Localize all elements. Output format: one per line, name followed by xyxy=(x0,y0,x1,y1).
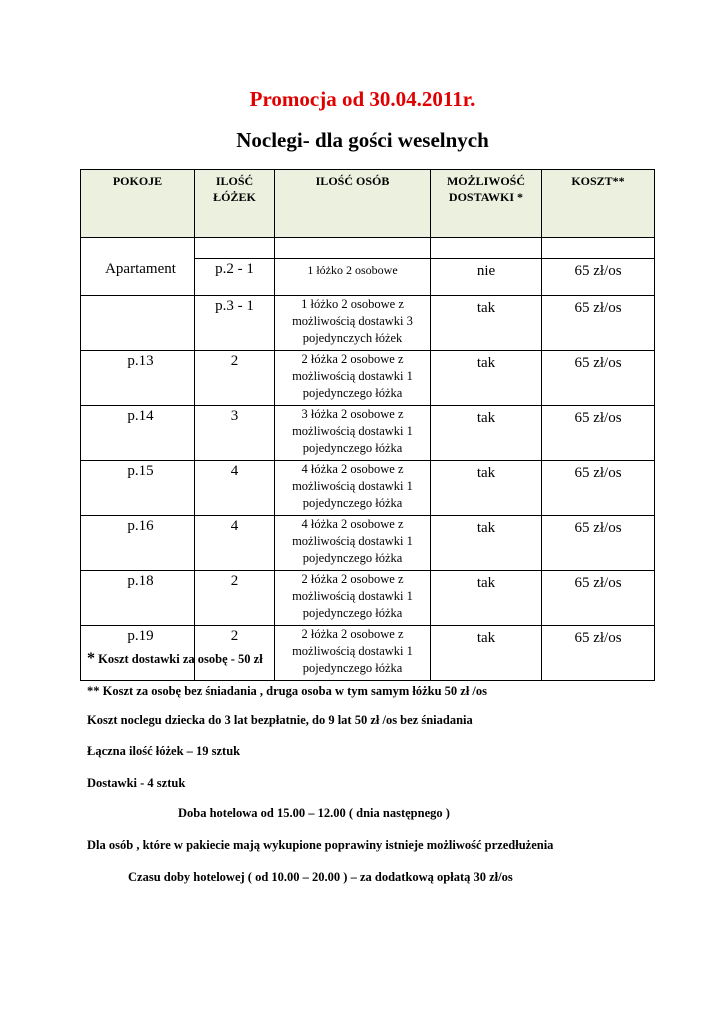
table-row xyxy=(81,351,655,406)
room-extra-bed: tak xyxy=(431,296,542,351)
room-extra-bed: tak xyxy=(431,571,542,626)
page-title: Promocja od 30.04.2011r. xyxy=(249,87,476,111)
room-name: Apartament xyxy=(81,259,195,296)
empty-cell xyxy=(431,238,542,259)
rooms-table xyxy=(80,169,655,681)
room-persons: 4 łóżka 2 osobowe z możliwością dostawki 1 pojedynczego łóżka xyxy=(275,516,431,571)
empty-cell xyxy=(275,238,431,259)
room-name: p.19 xyxy=(81,626,195,681)
header-cost: KOSZT** xyxy=(542,170,655,238)
empty-cell xyxy=(195,238,275,259)
note-extras-total: Dostawki - 4 sztuk xyxy=(87,776,186,790)
header-persons: ILOŚĆ OSÓB xyxy=(275,170,431,238)
table-row xyxy=(81,406,655,461)
room-persons: 2 łóżka 2 osobowe z możliwością dostawki 1 pojedynczego łóżka xyxy=(275,626,431,681)
note-beds-total: Łączna ilość łóżek – 19 sztuk xyxy=(87,744,241,758)
footnote-star: * xyxy=(87,650,95,667)
room-name: p.18 xyxy=(81,571,195,626)
note-hotel-day: Doba hotelowa od 15.00 – 12.00 ( dnia następnego ) xyxy=(178,806,450,820)
note-extension: Dla osób , które w pakiecie mają wykupione poprawiny istnieje możliwość przedłużenia xyxy=(87,838,554,852)
room-name: p.13 xyxy=(81,351,195,406)
note-child-cost: Koszt noclegu dziecka do 3 lat bezpłatnie, do 9 lat 50 zł /os bez śniadania xyxy=(87,713,473,727)
empty-cell xyxy=(81,296,195,351)
room-extra-bed: tak xyxy=(431,626,542,681)
note-cost-per-person: ** Koszt za osobę bez śniadania , druga osoba w tym samym łóżku 50 zł /os xyxy=(87,684,488,698)
room-name: p.15 xyxy=(81,461,195,516)
room-persons: 3 łóżka 2 osobowe z możliwością dostawki 1 pojedynczego łóżka xyxy=(275,406,431,461)
note-extra-bed-cost xyxy=(87,650,263,668)
room-extra-bed: tak xyxy=(431,406,542,461)
room-extra-bed: tak xyxy=(431,351,542,406)
table-row xyxy=(81,516,655,571)
room-beds: p.3 - 1 xyxy=(195,296,275,351)
room-cost: 65 zł/os xyxy=(542,259,655,296)
header-rooms: POKOJE xyxy=(81,170,195,238)
room-cost: 65 zł/os xyxy=(542,626,655,681)
room-beds: 2 xyxy=(195,571,275,626)
room-extra-bed: tak xyxy=(431,461,542,516)
table-spacer-row xyxy=(81,238,655,259)
empty-cell xyxy=(542,238,655,259)
room-beds: 2 xyxy=(195,626,275,681)
room-persons: 2 łóżka 2 osobowe z możliwością dostawki 1 pojedynczego łóżka xyxy=(275,351,431,406)
room-cost: 65 zł/os xyxy=(542,516,655,571)
room-name: p.16 xyxy=(81,516,195,571)
header-beds: ILOŚĆ ŁÓŻEK xyxy=(195,170,275,238)
empty-cell xyxy=(81,238,195,259)
room-beds: 4 xyxy=(195,516,275,571)
page-subtitle: Noclegi- dla gości weselnych xyxy=(236,128,489,152)
room-beds: 2 xyxy=(195,351,275,406)
room-extra-bed: tak xyxy=(431,516,542,571)
room-cost: 65 zł/os xyxy=(542,296,655,351)
table-row xyxy=(81,571,655,626)
room-name: p.14 xyxy=(81,406,195,461)
room-cost: 65 zł/os xyxy=(542,461,655,516)
room-persons: 2 łóżka 2 osobowe z możliwością dostawki 1 pojedynczego łóżka xyxy=(275,571,431,626)
table-row-apartment-p2 xyxy=(81,259,655,296)
table-row xyxy=(81,461,655,516)
room-persons: 1 łóżko 2 osobowe xyxy=(275,259,431,296)
header-extra-bed: MOŻLIWOŚĆ DOSTAWKI * xyxy=(431,170,542,238)
room-cost: 65 zł/os xyxy=(542,406,655,461)
note-extension-time: Czasu doby hotelowej ( od 10.00 – 20.00 ) – za dodatkową opłatą 30 zł/os xyxy=(128,870,513,884)
room-persons: 1 łóżko 2 osobowe z możliwością dostawki 3 pojedynczych łóżek xyxy=(275,296,431,351)
room-persons: 4 łóżka 2 osobowe z możliwością dostawki 1 pojedynczego łóżka xyxy=(275,461,431,516)
note-extra-bed-cost-text: Koszt dostawki za osobę - 50 zł xyxy=(95,652,263,666)
room-cost: 65 zł/os xyxy=(542,571,655,626)
table-row-apartment-p3 xyxy=(81,296,655,351)
table-header-row xyxy=(81,170,655,238)
room-beds: p.2 - 1 xyxy=(195,259,275,296)
room-beds: 4 xyxy=(195,461,275,516)
room-extra-bed: nie xyxy=(431,259,542,296)
room-cost: 65 zł/os xyxy=(542,351,655,406)
room-beds: 3 xyxy=(195,406,275,461)
